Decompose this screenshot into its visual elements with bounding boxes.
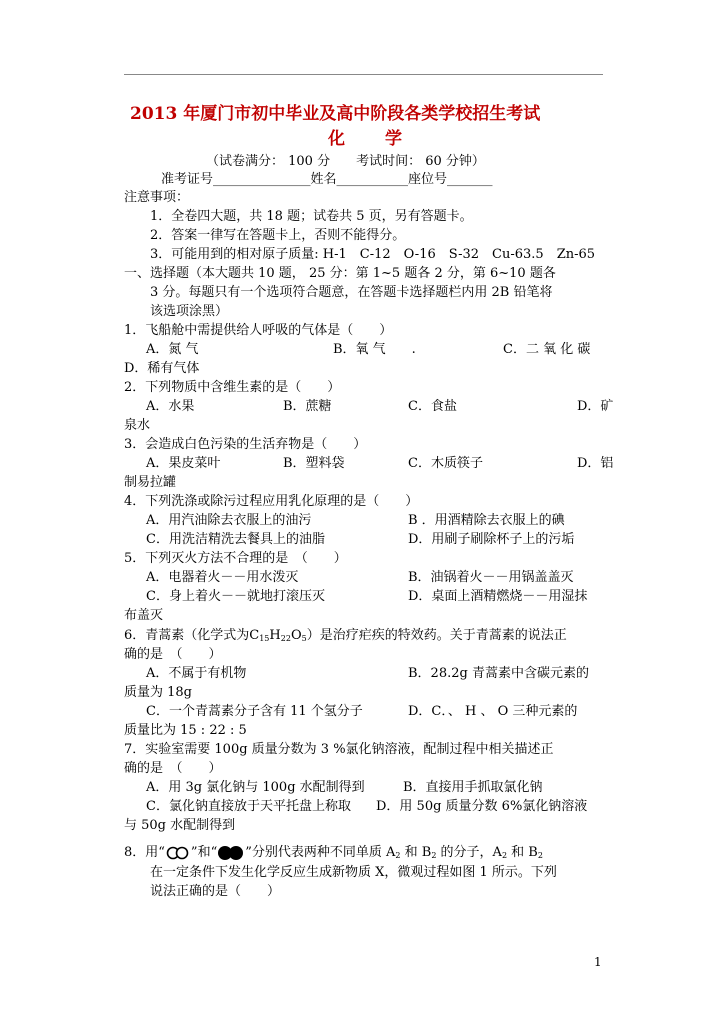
q1-option-d: D．稀有气体 <box>124 361 200 376</box>
section-1-line-1: 一、选择题（本大题共 10 题， 25 分：第 1~5 题各 2 分，第 6~10 题各 <box>124 266 556 281</box>
notes-heading: 注意事项： <box>124 190 190 205</box>
q3-option-d: D．铝 <box>577 456 614 471</box>
q5-option-d-cont: 布盖灭 <box>124 608 164 623</box>
header-rule <box>124 74 603 75</box>
q4-option-c: C．用洗洁精洗去餐具上的油脂 <box>146 532 325 547</box>
section-1-line-3: 该选项涂黑） <box>150 304 229 319</box>
q5-option-a: A．电器着火－－用水泼灭 <box>146 570 299 585</box>
q3-option-a: A．果皮菜叶 <box>146 456 221 471</box>
note-1: 1．全卷四大题，共 18 题；试卷共 5 页，另有答题卡。 <box>150 209 473 224</box>
q5-option-b: B．油锅着火－－用锅盖盖灭 <box>408 570 574 585</box>
q2-stem: 2．下列物质中含维生素的是（ ） <box>124 380 341 395</box>
q6-stem: 6．青蒿素（化学式为$C_{15}H_{22}O_5$）是治疗疟疾的特效药。关于青蒿素的说法正 <box>124 628 567 643</box>
exam-fields: 准考证号_______________姓名___________座位号_______ <box>161 172 493 187</box>
q1-option-a: A．氮 气 <box>146 342 199 357</box>
q7-stem: 7．实验室需要 100g 质量分数为 3 %氯化钠溶液，配制过程中相关描述正 <box>124 742 554 757</box>
q6-option-a: A．不属于有机物 <box>146 666 247 681</box>
page-number: 1 <box>594 955 602 969</box>
q1-option-c: C．二 氧 化 碳 <box>503 342 591 357</box>
note-3: 3．可能用到的相对原子质量: H-1 C-12 O-16 S-32 Cu-63.5 Zn-65 <box>150 247 596 262</box>
q5-option-c: C．身上着火－－就地打滚压灭 <box>146 589 325 604</box>
q7-option-d: D．用 50g 质量分数 6%氯化钠溶液 <box>376 799 588 814</box>
q3-option-c: C．木质筷子 <box>408 456 483 471</box>
q7-option-a: A．用 3g 氯化钠与 100g 水配制得到 <box>146 780 365 795</box>
q1-option-b: B．氧 气 . <box>333 342 416 357</box>
q4-stem: 4．下列洗涤或除污过程应用乳化原理的是（ ） <box>124 494 419 509</box>
q5-stem: 5．下列灭火方法不合理的是 （ ） <box>124 551 347 566</box>
q8-stem-cont-1: 在一定条件下发生化学反应生成新物质 X，微观过程如图 1 所示。下列 <box>150 865 557 880</box>
q6-stem-cont: 确的是 （ ） <box>124 647 222 662</box>
q7-option-d-cont: 与 50g 水配制得到 <box>124 818 236 833</box>
q3-option-b: B．塑料袋 <box>283 456 345 471</box>
black-molecule-icon <box>217 845 245 861</box>
exam-info: （试卷满分： 100 分 考试时间： 60 分钟） <box>206 154 485 169</box>
q8-stem-cont-2: 说法正确的是（ ） <box>150 884 281 899</box>
subject-title: 化 学 <box>328 129 404 149</box>
section-1-line-2: 3 分。每题只有一个选项符合题意，在答题卡选择题栏内用 2B 铅笔将 <box>150 285 553 300</box>
q2-option-b: B．蔗糖 <box>283 399 332 414</box>
q7-option-b: B．直接用手抓取氯化钠 <box>403 780 543 795</box>
q1-stem: 1．飞船舱中需提供给人呼吸的气体是（ ） <box>124 323 393 338</box>
q7-option-c: C．氯化钠直接放于天平托盘上称取 <box>146 799 351 814</box>
q3-stem: 3．会造成白色污染的生活弃物是（ ） <box>124 437 367 452</box>
q2-option-c: C．食盐 <box>408 399 457 414</box>
white-molecule-icon <box>165 846 191 860</box>
q7-stem-cont: 确的是 （ ） <box>124 761 222 776</box>
q6-option-d: D．C．、 H 、 O 三种元素的 <box>408 704 578 719</box>
q4-option-a: A．用汽油除去衣服上的油污 <box>146 513 312 528</box>
q2-option-d-cont: 泉水 <box>124 418 151 433</box>
q2-option-d: D．矿 <box>577 399 614 414</box>
note-2: 2．答案一律写在答题卡上，否则不能得分。 <box>150 228 406 243</box>
q3-option-d-cont: 制易拉罐 <box>124 475 177 490</box>
q6-option-d-cont: 质量比为 15 : 22 : 5 <box>124 723 247 738</box>
q2-option-a: A．水果 <box>146 399 195 414</box>
q4-option-b: B ．用酒精除去衣服上的碘 <box>408 513 565 528</box>
q5-option-d: D．桌面上酒精燃烧－－用湿抹 <box>408 589 588 604</box>
q4-option-d: D．用刷子刷除杯子上的污垢 <box>408 532 575 547</box>
q6-option-b-cont: 质量为 18g <box>124 685 192 700</box>
q6-option-b: B．28.2g 青蒿素中含碳元素的 <box>408 666 589 681</box>
exam-title: 2013 年厦门市初中毕业及高中阶段各类学校招生考试 <box>130 104 541 124</box>
q8-stem: 8．用“ ”和“ ”分别代表两种不同单质 $A_2$ 和 $B_2$ 的分子，$A_2$ 和 $B_2$ <box>124 845 543 860</box>
q6-option-c: C．一个青蒿素分子含有 11 个氢分子 <box>146 704 363 719</box>
